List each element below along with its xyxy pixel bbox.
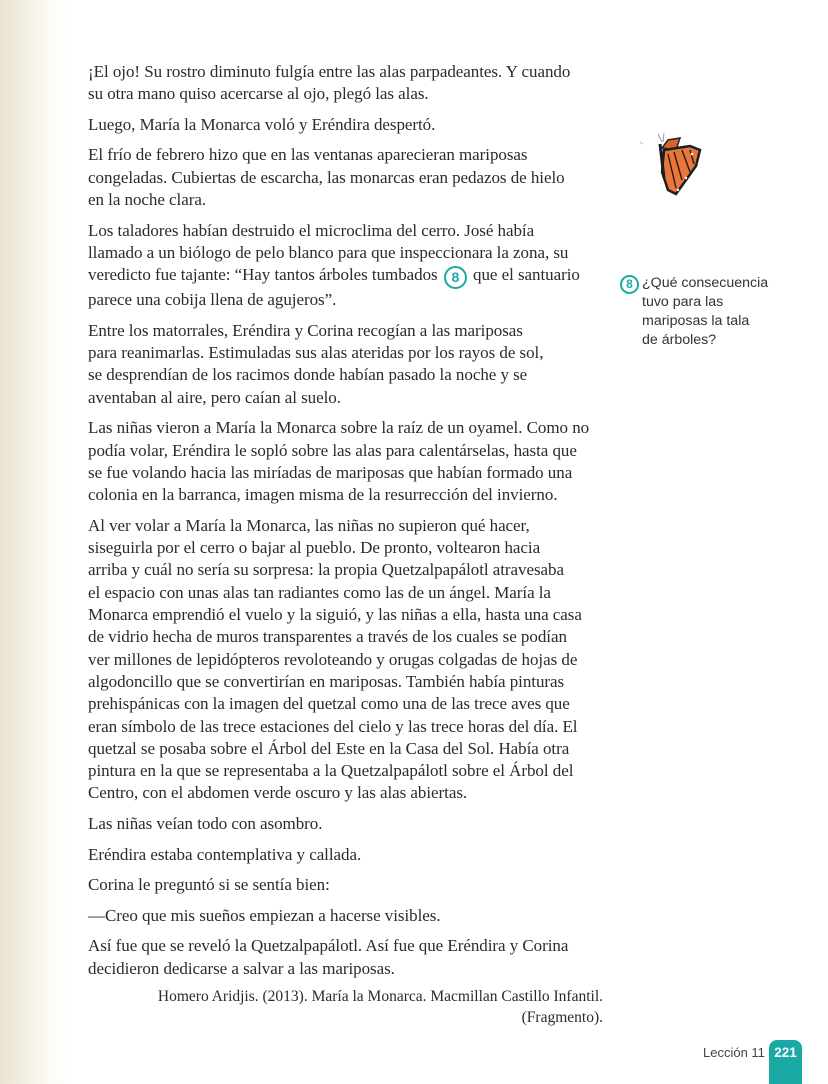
paragraph-text: que el santuario parece una cobija llena de agujeros”. [88, 265, 580, 310]
margin-question [618, 274, 788, 350]
paragraph: ¡El ojo! Su rostro diminuto fulgía entre las alas parpadeantes. Y cuando su otra mano quiso acercarse al ojo, plegó las alas. [88, 62, 571, 104]
paragraph: Corina le preguntó si se sentía bien: [88, 875, 330, 895]
paragraph: Las niñas veían todo con asombro. [88, 813, 323, 833]
paragraph: Eréndira estaba contemplativa y callada. [88, 844, 362, 864]
monarch-butterfly-illustration [640, 128, 720, 208]
paragraph: —Creo que mis sueños empiezan a hacerse visibles. [88, 905, 441, 925]
paragraph: Luego, María la Monarca voló y Eréndira despertó. [88, 114, 436, 134]
question-marker-badge: 8 [444, 266, 467, 289]
page-number-tab: 221 [769, 1040, 802, 1084]
question-marker-badge: 8 [620, 275, 639, 294]
paragraph-text: Los taladores habían destruido el microclima del cerro. José había llamado a un biólogo de pelo blanco para que inspeccionara la zona, su veredicto fue tajante: “Hay tantos árboles tumbados [88, 220, 569, 285]
paragraph: Las niñas vieron a María la Monarca sobre la raíz de un oyamel. Como no podía volar, Eréndira le sopló sobre las alas para calentárselas, hasta que se fue volando hacia las miríadas de mariposas que habían formado una colonia en la barranca, imagen misma de la resurrección del invierno. [88, 418, 590, 505]
paragraph: Así fue que se reveló la Quetzalpapálotl. Así fue que Eréndira y Corina decidieron dedicarse a salvar a las mariposas. [88, 936, 569, 978]
citation: Homero Aridjis. (2013). María la Monarca. Macmillan Castillo Infantil. (Fragmento). [157, 988, 603, 1026]
paragraph: Entre los matorrales, Eréndira y Corina recogían a las mariposas para reanimarlas. Estimuladas sus alas ateridas por los rayos de sol, se desprendían de los racimos donde habían pasado la noche y se aventaban al aire, pero caían al suelo. [88, 320, 544, 407]
lesson-label: Lección 11 [703, 1045, 765, 1060]
paragraph-with-marker [88, 220, 608, 312]
story-text [88, 61, 608, 988]
paragraph: Al ver volar a María la Monarca, las niñas no supieron qué hacer, siseguirla por el cerro o bajar al pueblo. De pronto, voltearon hacia arriba y cuál no sería su sorpresa: la propia Quetzalpapálotl atravesaba el espacio con unas alas tan radiantes como las de un ángel. María la Monarca emprendió el vuelo y la siguió, y las niñas a ella, hasta una casa de vidrio hecha de muros transparentes a través de los cuales se podían ver millones de lepidópteros revoloteando y orugas colgadas de hojas de algodoncillo que se convertirían en mariposas. También había pinturas prehispánicas con la imagen del quetzal como una de las trece aves que eran símbolo de las trece estaciones del cielo y las trece horas del día. El quetzal se posaba sobre el Árbol del Este en la Casa del Sol. Había otra pintura en la que se representaba a la Quetzalpapálotl sobre el Árbol del Centro, con el abdomen verde oscuro y las alas abiertas. [88, 515, 582, 803]
question-text: ¿Qué consecuencia tuvo para las mariposas la tala de árboles? [642, 275, 769, 348]
paragraph: El frío de febrero hizo que en las ventanas aparecieran mariposas congeladas. Cubiertas de escarcha, las monarcas eran pedazos de hielo en la noche clara. [88, 145, 565, 210]
page-gutter-shadow [0, 0, 70, 1084]
